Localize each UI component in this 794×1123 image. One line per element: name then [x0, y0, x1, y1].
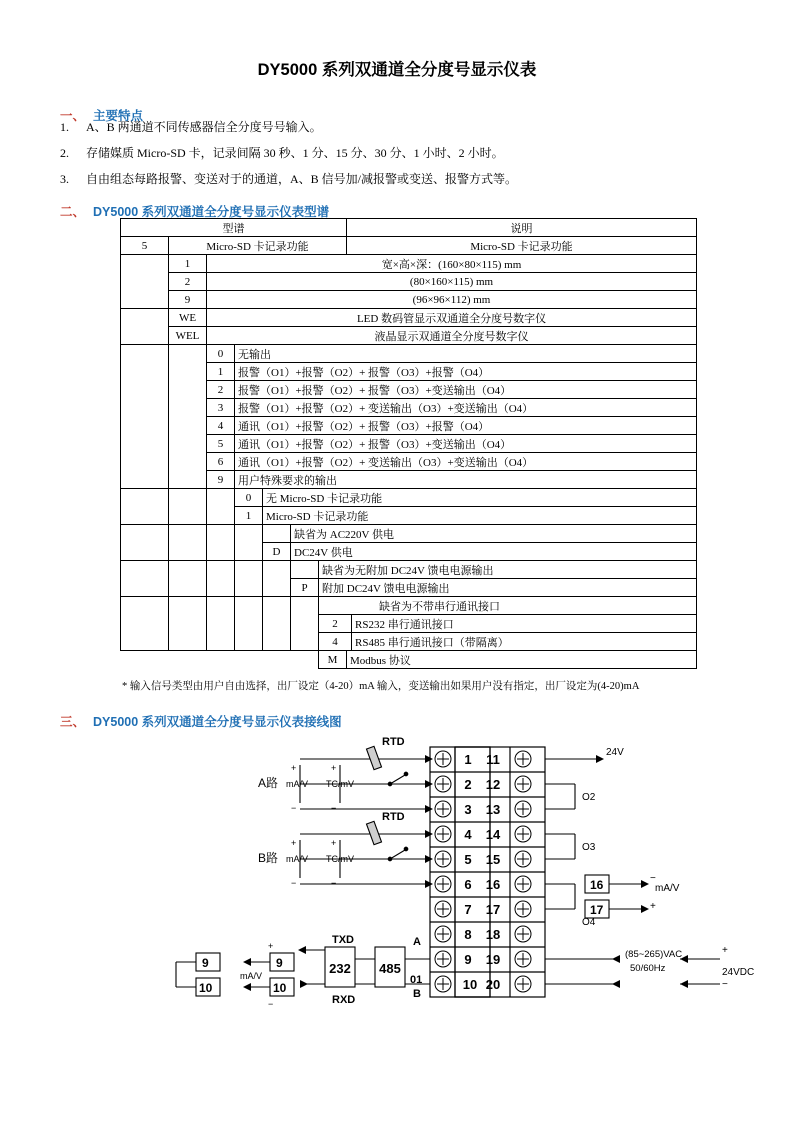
cell-desc: 缺省为无附加 DC24V 馈电电源输出	[319, 561, 697, 579]
label-plus-dc: +	[722, 945, 728, 956]
label-o3: O3	[582, 842, 596, 853]
list-index: 1.	[60, 120, 69, 134]
table-row	[121, 363, 697, 381]
cell-code: WE	[169, 309, 207, 327]
cell-spacer	[263, 597, 291, 651]
cell-code: 1	[169, 255, 207, 273]
cell-code: 1	[207, 363, 235, 381]
list-index: 2.	[60, 146, 69, 160]
list-item	[60, 170, 517, 187]
header-desc: 说明	[347, 219, 697, 237]
svg-text:17: 17	[485, 902, 501, 917]
section-1-title: 主要特点	[93, 109, 144, 123]
table-row	[121, 417, 697, 435]
cell-desc: 通讯（O1）+报警（O2）+ 报警（O3）+报警（O4）	[235, 417, 697, 435]
table-row	[121, 291, 697, 309]
svg-text:8: 8	[464, 927, 472, 942]
cell-code: P	[291, 579, 319, 597]
svg-text:7: 7	[464, 902, 472, 917]
svg-text:6: 6	[464, 877, 472, 892]
cell-desc: 缺省为 AC220V 供电	[291, 525, 697, 543]
svg-text:16: 16	[485, 877, 501, 892]
cell-desc: 报警（O1）+报警（O2）+ 变送输出（O3）+变送输出（O4）	[235, 399, 697, 417]
table-row	[121, 489, 697, 507]
cell-desc: 缺省为不带串行通讯接口	[319, 597, 697, 615]
label-rs485: 485	[379, 961, 401, 976]
svg-text:10: 10	[462, 977, 478, 992]
channel-a-wiring	[300, 746, 433, 813]
label-term-01: 01	[410, 974, 423, 986]
cell-code: 3	[207, 399, 235, 417]
cell-code: 4	[319, 633, 352, 650]
channel-a-labels	[258, 736, 405, 813]
label-power-vac: (85~265)VAC	[625, 949, 683, 960]
label-term-10-a: 10	[199, 981, 213, 995]
label-plus-b2: +	[331, 838, 337, 848]
label-tcmv-b: TC/mV	[326, 854, 354, 864]
label-channel-b: B路	[258, 851, 279, 865]
cell-desc	[319, 633, 697, 651]
cell-note: Micro-SD 卡记录功能	[347, 237, 697, 255]
svg-text:3: 3	[464, 802, 472, 817]
cell-code: M	[319, 651, 347, 669]
label-mav-b: mA/V	[286, 854, 309, 864]
cell-desc: (96×96×112) mm	[207, 291, 697, 309]
cell-spacer	[207, 489, 235, 525]
cell-spacer	[291, 597, 319, 651]
model-table	[120, 218, 697, 669]
table-row	[121, 237, 697, 255]
cell-desc: DC24V 供电	[291, 543, 697, 561]
cell-spacer	[121, 255, 169, 309]
label-term-10-b: 10	[273, 981, 287, 995]
channel-b-labels	[258, 811, 405, 888]
label-minus-a2: −	[331, 803, 337, 813]
svg-text:11: 11	[486, 752, 500, 767]
cell-code: 0	[235, 489, 263, 507]
cell-code: 2	[319, 615, 352, 632]
table-row	[121, 561, 697, 579]
cell-code: 4	[207, 417, 235, 435]
label-rs232: 232	[329, 961, 351, 976]
table-note: * 输入信号类型由用户自由选择，出厂设定（4-20）mA 输入，变送输出如果用户没有指定，出厂设定为(4-20)mA	[122, 681, 640, 692]
cell-desc: 报警（O1）+报警（O2）+ 报警（O3）+变送输出（O4）	[235, 381, 697, 399]
section-1-number: 一、	[60, 109, 86, 123]
cell-spacer	[207, 561, 235, 597]
label-term-16: 16	[590, 878, 604, 892]
cell-spacer	[235, 561, 263, 597]
cell-code: WEL	[169, 327, 207, 345]
list-item	[60, 144, 517, 161]
cell-spacer	[169, 561, 207, 597]
cell-desc: LED 数码管显示双通道全分度号数字仪	[207, 309, 697, 327]
label-rxd: RXD	[332, 994, 356, 1006]
svg-text:9: 9	[464, 952, 472, 967]
label-plus-b: +	[291, 838, 297, 848]
svg-text:15: 15	[485, 852, 501, 867]
table-row	[121, 453, 697, 471]
cell-spacer	[121, 561, 169, 597]
page-title: DY5000 系列双通道全分度号显示仪表	[257, 61, 537, 79]
svg-text:4: 4	[464, 827, 472, 842]
label-o2: O2	[582, 792, 596, 803]
label-term-9-b: 9	[276, 956, 283, 970]
label-minus-b2: −	[331, 878, 337, 888]
cell-code: 9	[207, 471, 235, 489]
model-table-wrapper	[120, 218, 696, 669]
label-o4: O4	[582, 917, 596, 928]
cell-code: 2	[169, 273, 207, 291]
cell-spacer	[207, 597, 235, 651]
cell-code: 5	[121, 237, 169, 255]
cell-spacer	[121, 651, 319, 669]
cell-code: 2	[207, 381, 235, 399]
cell-spacer	[121, 345, 169, 489]
list-index: 3.	[60, 172, 69, 186]
label-24vdc: 24VDC	[722, 967, 755, 978]
cell-desc: 无 Micro-SD 卡记录功能	[263, 489, 697, 507]
cell-code	[263, 525, 291, 543]
cell-desc: 宽×高×深：(160×80×115) mm	[207, 255, 697, 273]
cell-desc: 用户特殊要求的输出	[235, 471, 697, 489]
cell-spacer	[169, 345, 207, 489]
outputs-right-labels	[582, 747, 754, 990]
cell-desc: 通讯（O1）+报警（O2）+ 报警（O3）+变送输出（O4）	[235, 435, 697, 453]
list-text: A、B 两通道不同传感器信全分度号号输入。	[86, 120, 322, 134]
cell-desc: 通讯（O1）+报警（O2）+ 变送输出（O3）+变送输出（O4）	[235, 453, 697, 471]
cell-code: 5	[207, 435, 235, 453]
svg-text:1: 1	[464, 752, 472, 767]
cell-code: 9	[169, 291, 207, 309]
label-power-freq: 50/60Hz	[630, 963, 666, 974]
list-item	[60, 118, 517, 135]
label-minus-16: −	[650, 873, 656, 884]
svg-text:20: 20	[485, 977, 501, 992]
cell-spacer	[235, 597, 263, 651]
label-minus-dc: −	[722, 979, 728, 990]
label-plus-9b: +	[268, 941, 274, 951]
label-txd: TXD	[332, 934, 354, 946]
table-row	[121, 525, 697, 543]
svg-text:12: 12	[485, 777, 501, 792]
svg-text:5: 5	[464, 852, 472, 867]
cell-desc: RS485 串行通讯接口（带隔离）	[355, 636, 509, 649]
cell-code	[291, 561, 319, 579]
label-mav-out: mA/V	[655, 883, 680, 894]
cell-spacer	[169, 489, 207, 525]
svg-text:13: 13	[485, 802, 501, 817]
table-row	[121, 309, 697, 327]
cell-desc: Micro-SD 卡记录功能	[263, 507, 697, 525]
table-row	[121, 597, 697, 615]
table-row	[121, 327, 697, 345]
label-rtd-a: RTD	[382, 736, 405, 748]
table-row	[121, 255, 697, 273]
label-plus-a2: +	[331, 763, 337, 773]
section-3-title: DY5000 系列双通道全分度号显示仪表接线图	[93, 715, 342, 729]
table-row	[121, 399, 697, 417]
label-minus-b: −	[291, 878, 297, 888]
label-mav-a: mA/V	[286, 779, 309, 789]
cell-desc: Modbus 协议	[347, 651, 697, 669]
label-tcmv-a: TC/mV	[326, 779, 354, 789]
wiring-diagram	[0, 735, 794, 1025]
section-2-title: DY5000 系列双通道全分度号显示仪表型谱	[93, 205, 330, 219]
header-spec: 型谱	[121, 219, 347, 237]
table-row	[121, 435, 697, 453]
comm-labels	[199, 934, 422, 1009]
table-row	[121, 345, 697, 363]
cell-spacer	[263, 561, 291, 597]
label-plus-a: +	[291, 763, 297, 773]
wiring-svg	[0, 735, 794, 1025]
cell-desc: 液晶显示双通道全分度号数字仪	[207, 327, 697, 345]
label-plus-17: +	[650, 901, 656, 912]
table-row	[121, 381, 697, 399]
table-row	[121, 273, 697, 291]
list-text: 自由组态每路报警、变送对于的通道，A、B 信号加/减报警或变送、报警方式等。	[86, 172, 518, 186]
label-a-line: A	[413, 936, 421, 948]
cell-spacer	[121, 489, 169, 525]
label-channel-a: A路	[258, 776, 279, 790]
cell-desc: RS232 串行通讯接口	[355, 618, 454, 631]
label-minus-a: −	[291, 803, 297, 813]
cell-code: 6	[207, 453, 235, 471]
cell-spacer	[121, 309, 169, 345]
section-heading-3	[60, 712, 342, 730]
cell-desc: (80×160×115) mm	[207, 273, 697, 291]
cell-spacer	[169, 597, 207, 651]
section-3-number: 三、	[60, 715, 86, 729]
table-row	[121, 471, 697, 489]
label-minus-10b: −	[268, 999, 274, 1009]
cell-desc: 附加 DC24V 馈电电源输出	[319, 579, 697, 597]
label-rtd-b: RTD	[382, 811, 405, 823]
svg-text:18: 18	[485, 927, 501, 942]
svg-text:2: 2	[464, 777, 472, 792]
table-row	[121, 651, 697, 669]
cell-spacer	[169, 525, 207, 561]
label-term-17: 17	[590, 903, 604, 917]
label-24v: 24V	[606, 747, 624, 758]
cell-spacer	[121, 597, 169, 651]
cell-code: 1	[235, 507, 263, 525]
table-row	[121, 219, 697, 237]
label-b-line: B	[413, 988, 421, 1000]
label-mav-bottom: mA/V	[240, 971, 263, 981]
svg-text:14: 14	[485, 827, 501, 842]
cell-desc: 报警（O1）+报警（O2）+ 报警（O3）+报警（O4）	[235, 363, 697, 381]
channel-b-wiring	[300, 821, 433, 888]
section-2-number: 二、	[60, 205, 86, 219]
cell-spacer	[207, 525, 235, 561]
cell-spacer	[235, 525, 263, 561]
cell-spacer	[121, 525, 169, 561]
list-text: 存储媒质 Micro-SD 卡，记录间隔 30 秒、1 分、15 分、30 分、1 小时、2 小时。	[86, 146, 504, 160]
label-term-9-a: 9	[202, 956, 209, 970]
cell-desc: 无输出	[235, 345, 697, 363]
cell-desc: Micro-SD 卡记录功能	[169, 237, 347, 255]
cell-code: D	[263, 543, 291, 561]
features-list	[60, 118, 517, 196]
svg-text:19: 19	[485, 952, 501, 967]
cell-desc	[319, 615, 697, 633]
cell-code: 0	[207, 345, 235, 363]
